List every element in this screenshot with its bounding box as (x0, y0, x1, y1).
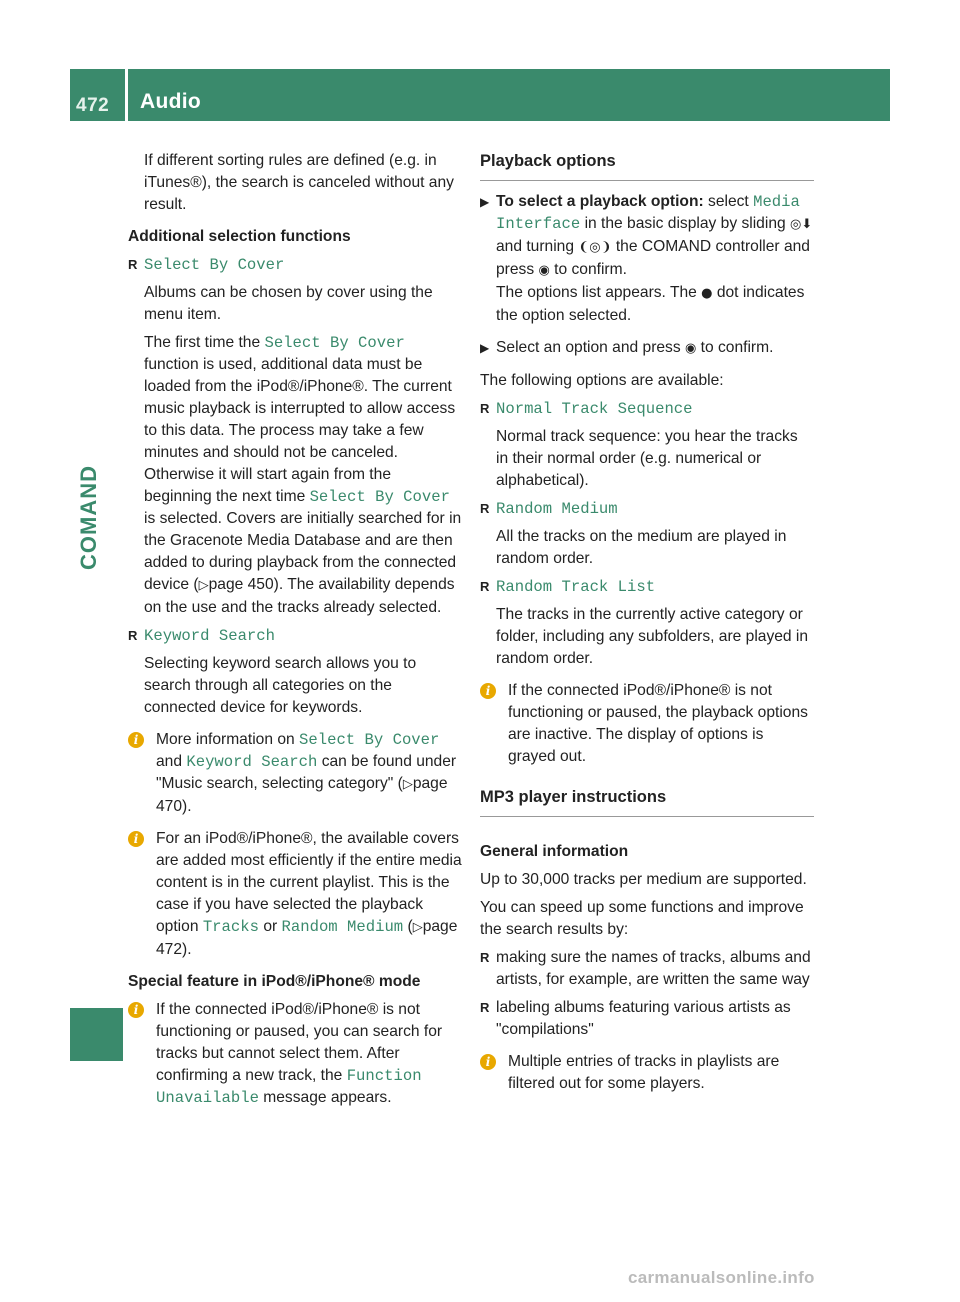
mp3-heading: MP3 player instructions (480, 788, 667, 806)
watermark: carmanualsonline.info (628, 1268, 815, 1287)
left-column (128, 150, 462, 1109)
press-icon: ◉ (684, 341, 697, 356)
side-label: COMAND (76, 465, 101, 570)
playback-heading: Playback options (480, 152, 616, 170)
paragraph: Up to 30,000 tracks per medium are supported. (480, 871, 807, 888)
bullet-icon: R (480, 501, 490, 516)
item-text: The tracks in the currently active category or folder, including any subfolders, are played in random order. (496, 606, 809, 667)
dot-icon: ● (701, 286, 713, 301)
info-note: i If the connected iPod®/iPhone® is not functioning or paused, the playback options are inactive. The display of options is grayed out. (480, 680, 814, 768)
info-note: i If the connected iPod®/iPhone® is not functioning or paused, you can search for tracks but cannot select them. After confirming a new track, the Function Unavailable message appears. (128, 999, 462, 1109)
mp3-heading-rule (480, 786, 814, 817)
slide-down-icon: ◎⬇ (790, 217, 813, 232)
ui-term: Select By Cover (144, 256, 285, 274)
turn-icon: ❨◎❩ (578, 240, 612, 255)
list-item (128, 254, 462, 619)
item-text: Normal track sequence: you hear the tracks in their normal order (e.g. numerical or alphabetical). (496, 428, 798, 489)
section-title: Audio (140, 90, 201, 113)
ui-term: Random Track List (496, 578, 656, 596)
step: ▶ To select a playback option: select Media Interface in the basic display by sliding ◎⬇ and turning ❨◎❩ the COMAND controller and press ◉ to confirm. The options list appears. The ● dot indicates the option selected. (480, 193, 813, 324)
info-icon: i (480, 1054, 496, 1070)
right-column (480, 150, 814, 1095)
paragraph: You can speed up some functions and improve the search results by: (480, 899, 804, 938)
info-note: i For an iPod®/iPhone®, the available covers are added most efficiently if the entire media content is in the current playlist. This is the case if you have selected the playback option Tracks or Random Medium (▷page 472). (128, 828, 462, 961)
list-item (480, 398, 814, 492)
general-heading: General information (480, 843, 629, 860)
playback-heading-rule (480, 150, 814, 181)
ui-term: Normal Track Sequence (496, 400, 693, 418)
item-text: All the tracks on the medium are played in random order. (496, 528, 787, 567)
arrow-icon: ▶ (480, 341, 490, 355)
info-icon: i (480, 683, 496, 699)
item-text: The first time the Select By Cover function is used, additional data must be loaded from the iPod®/iPhone®. The current music playback is interrupted to allow access to this data. The process may take a few minutes and should not be canceled. Otherwise it will start again from the beginning the next time Select By Cover is selected. Covers are initially searched for in the Gracenote Media Database and are then added to during playback from the connected device (▷page 450). The availability depends on the use and the tracks already selected. (144, 334, 462, 616)
list-item (480, 498, 814, 570)
page-number: 472 (76, 95, 110, 116)
bullet-icon: R (480, 1000, 490, 1015)
side-tab (70, 1008, 123, 1061)
step: ▶ Select an option and press ◉ to confirm. (480, 337, 814, 360)
bullet-icon: R (128, 257, 138, 272)
info-icon: i (128, 1002, 144, 1018)
bullet-icon: R (128, 628, 138, 643)
bullet-icon: R (480, 950, 490, 965)
item-text: Selecting keyword search allows you to search through all categories on the connected device for keywords. (144, 655, 417, 716)
arrow-icon: ▶ (480, 195, 490, 209)
info-icon: i (128, 732, 144, 748)
additional-heading: Additional selection functions (128, 228, 351, 245)
special-heading: Special feature in iPod®/iPhone® mode (128, 973, 421, 990)
bullet-icon: R (480, 579, 490, 594)
press-icon: ◉ (538, 263, 550, 278)
options-intro: The following options are available: (480, 372, 724, 389)
list-item: R labeling albums featuring various artists as "compilations" (480, 999, 791, 1038)
intro-paragraph: If different sorting rules are defined (e.g. in iTunes®), the search is canceled without any result. (144, 152, 454, 213)
bullet-icon: R (480, 401, 490, 416)
info-note: i Multiple entries of tracks in playlists are filtered out for some players. (480, 1051, 814, 1095)
list-item (480, 576, 814, 670)
item-text: Albums can be chosen by cover using the menu item. (144, 284, 433, 323)
ui-term: Keyword Search (144, 627, 276, 645)
list-item: R making sure the names of tracks, albums and artists, for example, are written the same way (480, 949, 811, 988)
ui-term: Random Medium (496, 500, 618, 518)
list-item (128, 625, 462, 719)
info-icon: i (128, 831, 144, 847)
header-divider (125, 69, 128, 121)
info-note: i More information on Select By Cover and Keyword Search can be found under "Music search, selecting category" (▷page 470). (128, 729, 462, 818)
